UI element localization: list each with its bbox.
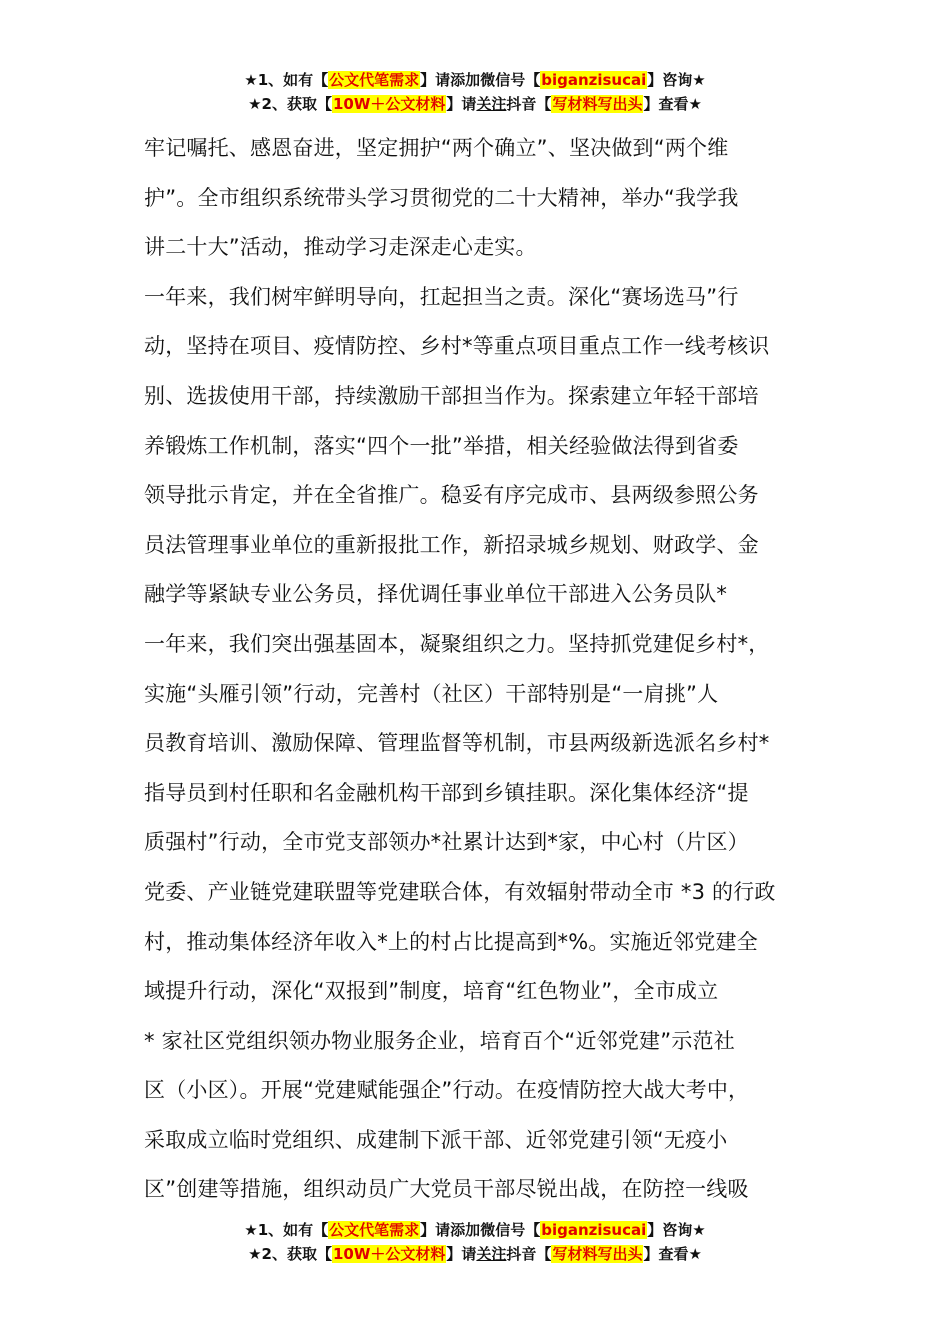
body-line: * 家社区党组织领办物业服务企业，培育百个“近邻党建”示范社 — [144, 1028, 735, 1053]
body-line: 养锻炼工作机制，落实“四个一批”举措，相关经验做法得到省委 — [144, 433, 739, 458]
body-line: 域提升行动，深化“双报到”制度，培育“红色物业”，全市成立 — [144, 979, 719, 1004]
body-line: 动，坚持在项目、疫情防控、乡村*等重点项目重点工作一线考核识 — [144, 334, 770, 359]
banner-line-2: ★2、获取【10W＋公文材料】请关注抖音【写材料写出头】查看★ — [248, 95, 702, 113]
body-line: 区（小区）。开展“党建赋能强企”行动。在疫情防控大战大考中， — [144, 1078, 750, 1103]
body-line: 一年来，我们树牢鲜明导向，扛起担当之责。深化“赛场选马”行 — [144, 284, 739, 309]
document-body — [144, 124, 834, 1215]
banner-line-1: ★1、如有【公文代笔需求】请添加微信号【biganzisucai】咨询★ — [244, 1221, 706, 1239]
highlight-douyin: 写材料写出头 — [552, 95, 643, 113]
highlight-materials: 10W＋公文材料 — [332, 95, 446, 113]
highlight-service: 公文代笔需求 — [329, 71, 420, 89]
banner-line-2: ★2、获取【10W＋公文材料】请关注抖音【写材料写出头】查看★ — [248, 1245, 702, 1263]
highlight-wechat-id: biganzisucai — [541, 71, 647, 89]
highlight-service: 公文代笔需求 — [329, 1221, 420, 1239]
body-line: 员教育培训、激励保障、管理监督等机制，市县两级新选派名乡村* — [144, 731, 770, 756]
highlight-douyin: 写材料写出头 — [552, 1245, 643, 1263]
body-line: 讲二十大”活动，推动学习走深走心走实。 — [144, 235, 537, 260]
body-line: 村，推动集体经济年收入*上的村占比提高到*%。实施近邻党建全 — [144, 929, 758, 954]
body-line: 党委、产业链党建联盟等党建联合体，有效辐射带动全市 *3 的行政 — [144, 879, 776, 904]
body-line: 别、选拔使用干部，持续激励干部担当作为。探索建立年轻干部培 — [144, 383, 759, 408]
body-line: 牢记嘱托、感恩奋进，坚定拥护“两个确立”、坚决做到“两个维 — [144, 136, 729, 160]
body-line: 采取成立临时党组织、成建制下派干部、近邻党建引领“无疫小 — [144, 1127, 728, 1152]
body-line: 融学等紧缺专业公务员，择优调任事业单位干部进入公务员队* — [144, 582, 728, 607]
highlight-wechat-id: biganzisucai — [541, 1221, 647, 1239]
body-line: 一年来，我们突出强基固本，凝聚组织之力。坚持抓党建促乡村*， — [144, 631, 770, 656]
footer-banner — [0, 1218, 950, 1266]
body-line: 指导员到村任职和名金融机构干部到乡镇挂职。深化集体经济“提 — [144, 780, 749, 805]
body-line: 实施“头雁引领”行动，完善村（社区）干部特别是“一肩挑”人 — [144, 681, 719, 706]
banner-line-1: ★1、如有【公文代笔需求】请添加微信号【biganzisucai】咨询★ — [244, 71, 706, 89]
body-line: 区”创建等措施，组织动员广大党员干部尽锐出战，在防控一线吸 — [144, 1177, 749, 1202]
highlight-materials: 10W＋公文材料 — [332, 1245, 446, 1263]
body-line: 领导批示肯定，并在全省推广。稳妥有序完成市、县两级参照公务 — [144, 483, 759, 508]
body-line: 员法管理事业单位的重新报批工作，新招录城乡规划、财政学、金 — [144, 532, 759, 557]
header-banner — [0, 68, 950, 116]
body-line: 质强村”行动，全市党支部领办*社累计达到*家，中心村（片区） — [144, 830, 749, 855]
body-line: 护”。全市组织系统带头学习贯彻党的二十大精神，举办“我学我 — [144, 185, 739, 210]
